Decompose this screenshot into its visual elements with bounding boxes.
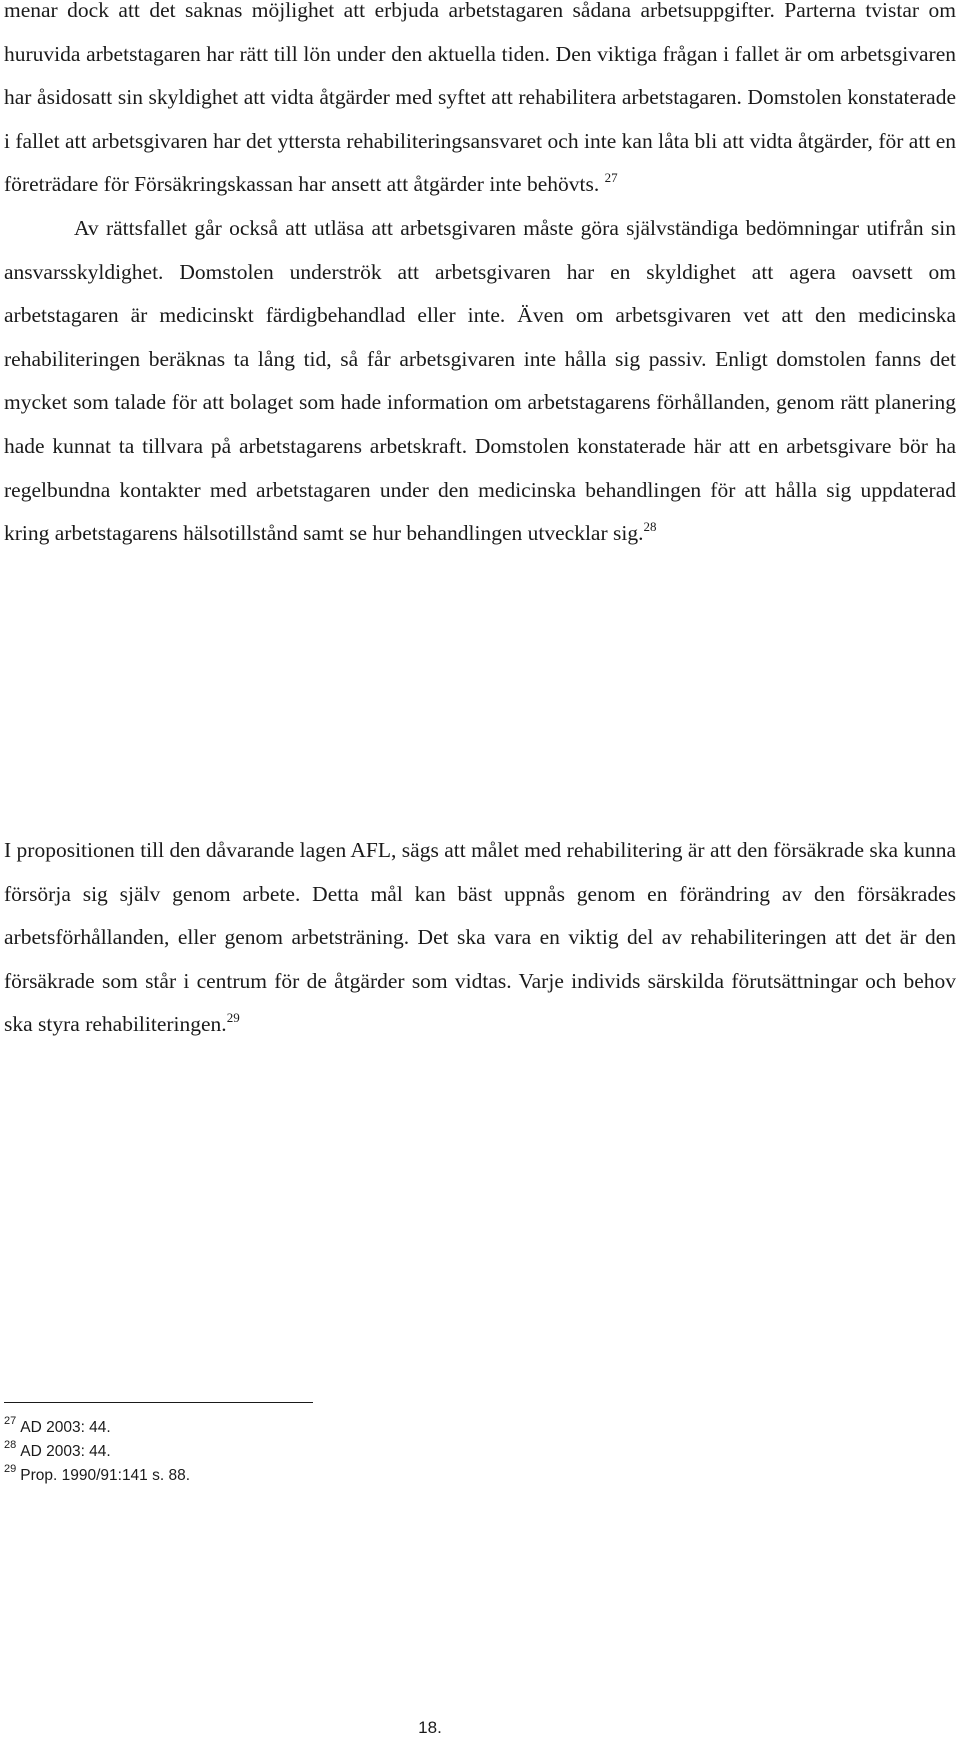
body-paragraph-2 bbox=[4, 829, 956, 1047]
footnote-list bbox=[4, 1416, 190, 1488]
paragraph-text: I propositionen till den dåvarande lagen AFL, sägs att målet med rehabilitering är att den försäkrade ska kunna försörja sig själv genom arbete. Detta mål kan bäst uppnås genom en förändring av den försäkrades arbetsförhållanden, eller genom arbetsträning. Det ska vara en viktig del av rehabiliteringen att det är den försäkrade som står i centrum för de åtgärder som vidtas. Varje individs särskilda förutsättningar och behov ska styra rehabiliteringen. bbox=[4, 838, 956, 1037]
footnote-text: AD 2003: 44. bbox=[20, 1419, 111, 1436]
footnote-text: Prop. 1990/91:141 s. 88. bbox=[20, 1467, 191, 1484]
footnote-text: AD 2003: 44. bbox=[20, 1443, 111, 1460]
page-number: 18. bbox=[418, 1718, 442, 1737]
footnote-ref-28[interactable]: 28 bbox=[643, 519, 657, 535]
footnote-item bbox=[4, 1416, 190, 1440]
paragraph-text: menar dock att det saknas möjlighet att erbjuda arbetstagaren sådana arbetsuppgifter. Parterna tvistar om huruvida arbetstagaren har rätt till lön under den aktuella tiden. Den viktiga frågan i fallet är om arbetsgivaren har åsidosatt sin skyldighet att vidta åtgärder med syftet att rehabilitera arbetstagaren. Domstolen konstaterade i fallet att arbetsgivaren har det yttersta rehabiliteringsansvaret och inte kan låta bli att vidta åtgärder, för att en företrädare för Försäkringskassan har ansett att åtgärder inte behövts. bbox=[4, 0, 956, 197]
footnote-item bbox=[4, 1464, 190, 1488]
paragraph-text: Av rättsfallet går också att utläsa att arbetsgivaren måste göra självständiga bedömningar utifrån sin ansvarsskyldighet. Domstolen underströk att arbetsgivaren har en skyldighet att agera oavsett om arbetstagaren är medicinskt färdigbehandlad eller inte. Även om arbetsgivaren vet att den medicinska rehabiliteringen beräknas ta lång tid, så får arbetsgivaren inte hålla sig passiv. Enligt domstolen fanns det mycket som talade för att bolaget som hade information om arbetstagarens förhållanden, genom rätt planering hade kunnat ta tillvara på arbetstagarens arbetskraft. Domstolen konstaterade här att en arbetsgivare bör ha regelbundna kontakter med arbetstagaren under den medicinska behandlingen för att hålla sig uppdaterad kring arbetstagarens hälsotillstånd samt se hur behandlingen utvecklar sig. bbox=[4, 215, 956, 546]
footnote-number: 28 bbox=[4, 1439, 17, 1451]
body-paragraph-1 bbox=[4, 0, 956, 556]
footnote-ref-29[interactable]: 29 bbox=[226, 1010, 240, 1026]
footnote-number: 27 bbox=[4, 1415, 17, 1427]
footnote-separator bbox=[4, 1402, 313, 1403]
footnote-item bbox=[4, 1440, 190, 1464]
footnote-ref-27[interactable]: 27 bbox=[604, 170, 618, 186]
footnote-number: 29 bbox=[4, 1463, 17, 1475]
